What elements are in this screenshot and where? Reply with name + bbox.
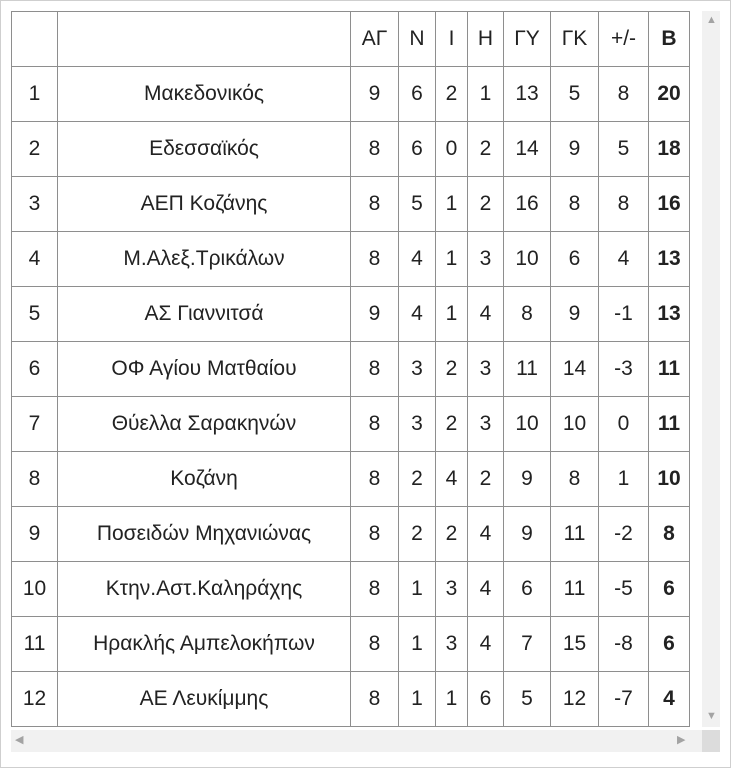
scrollbar-corner xyxy=(702,730,720,752)
goal-diff-cell: 8 xyxy=(599,177,649,232)
table-row xyxy=(12,342,690,397)
losses-cell: 4 xyxy=(468,617,504,672)
vertical-scrollbar[interactable] xyxy=(702,11,720,727)
draws-cell: 1 xyxy=(436,672,468,727)
arrow-down-icon[interactable]: ▼ xyxy=(706,710,717,722)
header-row xyxy=(12,12,690,67)
wins-cell: 6 xyxy=(399,67,436,122)
goal-diff-cell: 4 xyxy=(599,232,649,287)
draws-cell: 2 xyxy=(436,397,468,452)
wins-cell: 2 xyxy=(399,507,436,562)
played-cell: 8 xyxy=(351,617,399,672)
goals-against-cell: 11 xyxy=(551,562,599,617)
arrow-up-icon[interactable]: ▲ xyxy=(706,14,717,26)
points-cell: 11 xyxy=(649,342,690,397)
losses-cell: 3 xyxy=(468,397,504,452)
points-cell: 11 xyxy=(649,397,690,452)
goal-diff-cell: -8 xyxy=(599,617,649,672)
losses-cell: 3 xyxy=(468,232,504,287)
goals-against-cell: 9 xyxy=(551,287,599,342)
table-row xyxy=(12,67,690,122)
played-cell: 8 xyxy=(351,177,399,232)
draws-cell: 4 xyxy=(436,452,468,507)
row-position: 6 xyxy=(12,342,58,397)
losses-cell: 4 xyxy=(468,562,504,617)
goals-for-cell: 14 xyxy=(504,122,551,177)
row-position: 7 xyxy=(12,397,58,452)
losses-cell: 1 xyxy=(468,67,504,122)
wins-cell: 3 xyxy=(399,342,436,397)
goals-for-cell: 13 xyxy=(504,67,551,122)
table-row xyxy=(12,232,690,287)
team-name: Μακεδονικός xyxy=(58,67,351,122)
goals-for-cell: 7 xyxy=(504,617,551,672)
row-position: 4 xyxy=(12,232,58,287)
goals-against-cell: 15 xyxy=(551,617,599,672)
points-cell: 13 xyxy=(649,287,690,342)
table-row xyxy=(12,397,690,452)
goal-diff-cell: 8 xyxy=(599,67,649,122)
row-position: 12 xyxy=(12,672,58,727)
arrow-right-icon[interactable]: ▶ xyxy=(677,734,686,746)
table-row xyxy=(12,177,690,232)
wins-cell: 1 xyxy=(399,672,436,727)
header-points: Β xyxy=(649,12,690,67)
header-wins: Ν xyxy=(399,12,436,67)
wins-cell: 6 xyxy=(399,122,436,177)
points-cell: 6 xyxy=(649,617,690,672)
row-position: 11 xyxy=(12,617,58,672)
played-cell: 8 xyxy=(351,122,399,177)
points-cell: 18 xyxy=(649,122,690,177)
team-name: Εδεσσαϊκός xyxy=(58,122,351,177)
losses-cell: 2 xyxy=(468,177,504,232)
goals-against-cell: 11 xyxy=(551,507,599,562)
losses-cell: 3 xyxy=(468,342,504,397)
draws-cell: 1 xyxy=(436,177,468,232)
goals-against-cell: 12 xyxy=(551,672,599,727)
goals-for-cell: 8 xyxy=(504,287,551,342)
points-cell: 8 xyxy=(649,507,690,562)
wins-cell: 1 xyxy=(399,562,436,617)
team-name: ΑΣ Γιαννιτσά xyxy=(58,287,351,342)
played-cell: 8 xyxy=(351,232,399,287)
goal-diff-cell: -3 xyxy=(599,342,649,397)
goals-against-cell: 10 xyxy=(551,397,599,452)
goals-against-cell: 8 xyxy=(551,177,599,232)
row-position: 5 xyxy=(12,287,58,342)
points-cell: 6 xyxy=(649,562,690,617)
header-played: ΑΓ xyxy=(351,12,399,67)
goals-for-cell: 6 xyxy=(504,562,551,617)
points-cell: 4 xyxy=(649,672,690,727)
team-name: Κτην.Αστ.Καληράχης xyxy=(58,562,351,617)
header-team xyxy=(58,12,351,67)
wins-cell: 3 xyxy=(399,397,436,452)
header-goals-against: ΓΚ xyxy=(551,12,599,67)
team-name: Μ.Αλεξ.Τρικάλων xyxy=(58,232,351,287)
team-name: ΑΕ Λευκίμμης xyxy=(58,672,351,727)
table-row xyxy=(12,507,690,562)
goals-for-cell: 5 xyxy=(504,672,551,727)
team-name: Θύελλα Σαρακηνών xyxy=(58,397,351,452)
draws-cell: 2 xyxy=(436,507,468,562)
losses-cell: 2 xyxy=(468,122,504,177)
losses-cell: 4 xyxy=(468,507,504,562)
draws-cell: 3 xyxy=(436,562,468,617)
horizontal-scrollbar[interactable] xyxy=(11,730,720,752)
table-row xyxy=(12,562,690,617)
draws-cell: 2 xyxy=(436,342,468,397)
table-row xyxy=(12,452,690,507)
goals-for-cell: 10 xyxy=(504,397,551,452)
draws-cell: 0 xyxy=(436,122,468,177)
header-goals-for: ΓΥ xyxy=(504,12,551,67)
goal-diff-cell: 5 xyxy=(599,122,649,177)
points-cell: 10 xyxy=(649,452,690,507)
table-row xyxy=(12,287,690,342)
losses-cell: 2 xyxy=(468,452,504,507)
row-position: 3 xyxy=(12,177,58,232)
goal-diff-cell: -7 xyxy=(599,672,649,727)
draws-cell: 3 xyxy=(436,617,468,672)
goals-against-cell: 5 xyxy=(551,67,599,122)
played-cell: 8 xyxy=(351,397,399,452)
goal-diff-cell: 1 xyxy=(599,452,649,507)
arrow-left-icon[interactable]: ◀ xyxy=(15,734,24,746)
goals-for-cell: 16 xyxy=(504,177,551,232)
wins-cell: 2 xyxy=(399,452,436,507)
wins-cell: 5 xyxy=(399,177,436,232)
points-cell: 13 xyxy=(649,232,690,287)
goals-against-cell: 8 xyxy=(551,452,599,507)
draws-cell: 1 xyxy=(436,232,468,287)
goals-against-cell: 9 xyxy=(551,122,599,177)
goal-diff-cell: -2 xyxy=(599,507,649,562)
wins-cell: 1 xyxy=(399,617,436,672)
standings-table xyxy=(11,11,690,727)
header-position xyxy=(12,12,58,67)
team-name: ΟΦ Αγίου Ματθαίου xyxy=(58,342,351,397)
goals-against-cell: 6 xyxy=(551,232,599,287)
team-name: Κοζάνη xyxy=(58,452,351,507)
goal-diff-cell: -5 xyxy=(599,562,649,617)
played-cell: 8 xyxy=(351,452,399,507)
header-draws: Ι xyxy=(436,12,468,67)
row-position: 2 xyxy=(12,122,58,177)
points-cell: 16 xyxy=(649,177,690,232)
table-row xyxy=(12,672,690,727)
goals-for-cell: 11 xyxy=(504,342,551,397)
played-cell: 9 xyxy=(351,287,399,342)
row-position: 8 xyxy=(12,452,58,507)
goals-for-cell: 9 xyxy=(504,452,551,507)
row-position: 1 xyxy=(12,67,58,122)
team-name: ΑΕΠ Κοζάνης xyxy=(58,177,351,232)
losses-cell: 4 xyxy=(468,287,504,342)
table-row xyxy=(12,617,690,672)
team-name: Ηρακλής Αμπελοκήπων xyxy=(58,617,351,672)
losses-cell: 6 xyxy=(468,672,504,727)
played-cell: 8 xyxy=(351,672,399,727)
goals-for-cell: 9 xyxy=(504,507,551,562)
team-name: Ποσειδών Μηχανιώνας xyxy=(58,507,351,562)
wins-cell: 4 xyxy=(399,232,436,287)
header-goal-diff: +/- xyxy=(599,12,649,67)
points-cell: 20 xyxy=(649,67,690,122)
header-losses: Η xyxy=(468,12,504,67)
played-cell: 8 xyxy=(351,562,399,617)
goals-for-cell: 10 xyxy=(504,232,551,287)
table-row xyxy=(12,122,690,177)
played-cell: 9 xyxy=(351,67,399,122)
played-cell: 8 xyxy=(351,342,399,397)
row-position: 10 xyxy=(12,562,58,617)
draws-cell: 2 xyxy=(436,67,468,122)
row-position: 9 xyxy=(12,507,58,562)
wins-cell: 4 xyxy=(399,287,436,342)
goal-diff-cell: -1 xyxy=(599,287,649,342)
goals-against-cell: 14 xyxy=(551,342,599,397)
draws-cell: 1 xyxy=(436,287,468,342)
goal-diff-cell: 0 xyxy=(599,397,649,452)
played-cell: 8 xyxy=(351,507,399,562)
